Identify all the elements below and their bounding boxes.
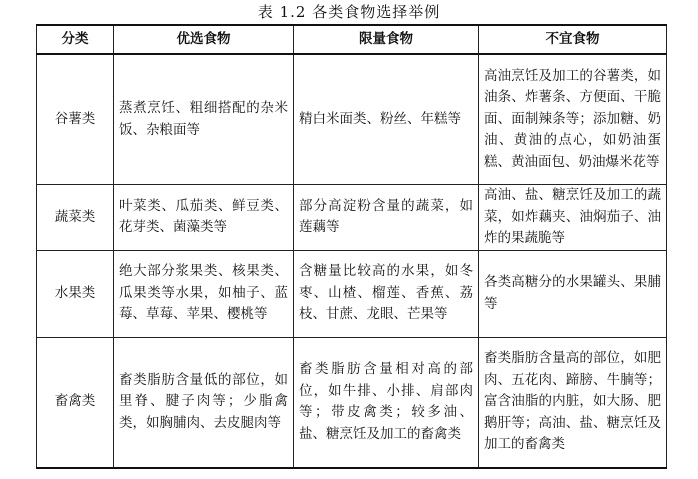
table-row [37,250,667,337]
category-cell: 蔬菜类 [37,185,114,251]
limited-cell: 含糖量比较高的水果，如冬枣、山楂、榴莲、香蕉、荔枝、甘蔗、龙眼、芒果等 [294,250,479,337]
category-cell: 畜禽类 [37,337,114,468]
avoid-cell: 各类高糖分的水果罐头、果脯等 [479,250,667,337]
header-avoid: 不宜食物 [479,25,667,54]
category-cell: 谷薯类 [37,54,114,185]
avoid-cell: 高油烹饪及加工的谷薯类，如油条、炸薯条、方便面、干脆面、面制辣条等；添加糖、奶油、黄油的点心，如奶油蛋糕、黄油面包、奶油爆米花等 [479,54,667,185]
header-category: 分类 [37,25,114,54]
table-header-row [37,25,667,54]
header-preferred: 优选食物 [114,25,294,54]
table-row [37,337,667,468]
avoid-cell: 高油、盐、糖烹饪及加工的蔬菜，如炸藕夹、油焖茄子、油炸的果蔬脆等 [479,185,667,251]
preferred-cell: 蒸煮烹饪、粗细搭配的杂米饭、杂粮面等 [114,54,294,185]
table-row [37,185,667,251]
category-cell: 水果类 [37,250,114,337]
preferred-cell: 畜类脂肪含量低的部位，如里脊、腱子肉等；少脂禽类，如胸脯肉、去皮腿肉等 [114,337,294,468]
table-caption: 表 1.2 各类食物选择举例 [257,3,441,21]
limited-cell: 精白米面类、粉丝、年糕等 [294,54,479,185]
header-limited: 限量食物 [294,25,479,54]
limited-cell: 畜类脂肪含量相对高的部位，如牛排、小排、肩部肉等；带皮禽类；较多油、盐、糖烹饪及加工的畜禽类 [294,337,479,468]
table-row [37,54,667,185]
preferred-cell: 绝大部分浆果类、核果类、瓜果类等水果，如柚子、蓝莓、草莓、苹果、樱桃等 [114,250,294,337]
limited-cell: 部分高淀粉含量的蔬菜，如莲藕等 [294,185,479,251]
avoid-cell: 畜类脂肪含量高的部位，如肥肉、五花肉、蹄膀、牛腩等；富含油脂的内脏，如大肠、肥鹅肝等；高油、盐、糖烹饪及加工的畜禽类 [479,337,667,468]
food-selection-table [36,24,667,469]
preferred-cell: 叶菜类、瓜茄类、鲜豆类、花芽类、菌藻类等 [114,185,294,251]
